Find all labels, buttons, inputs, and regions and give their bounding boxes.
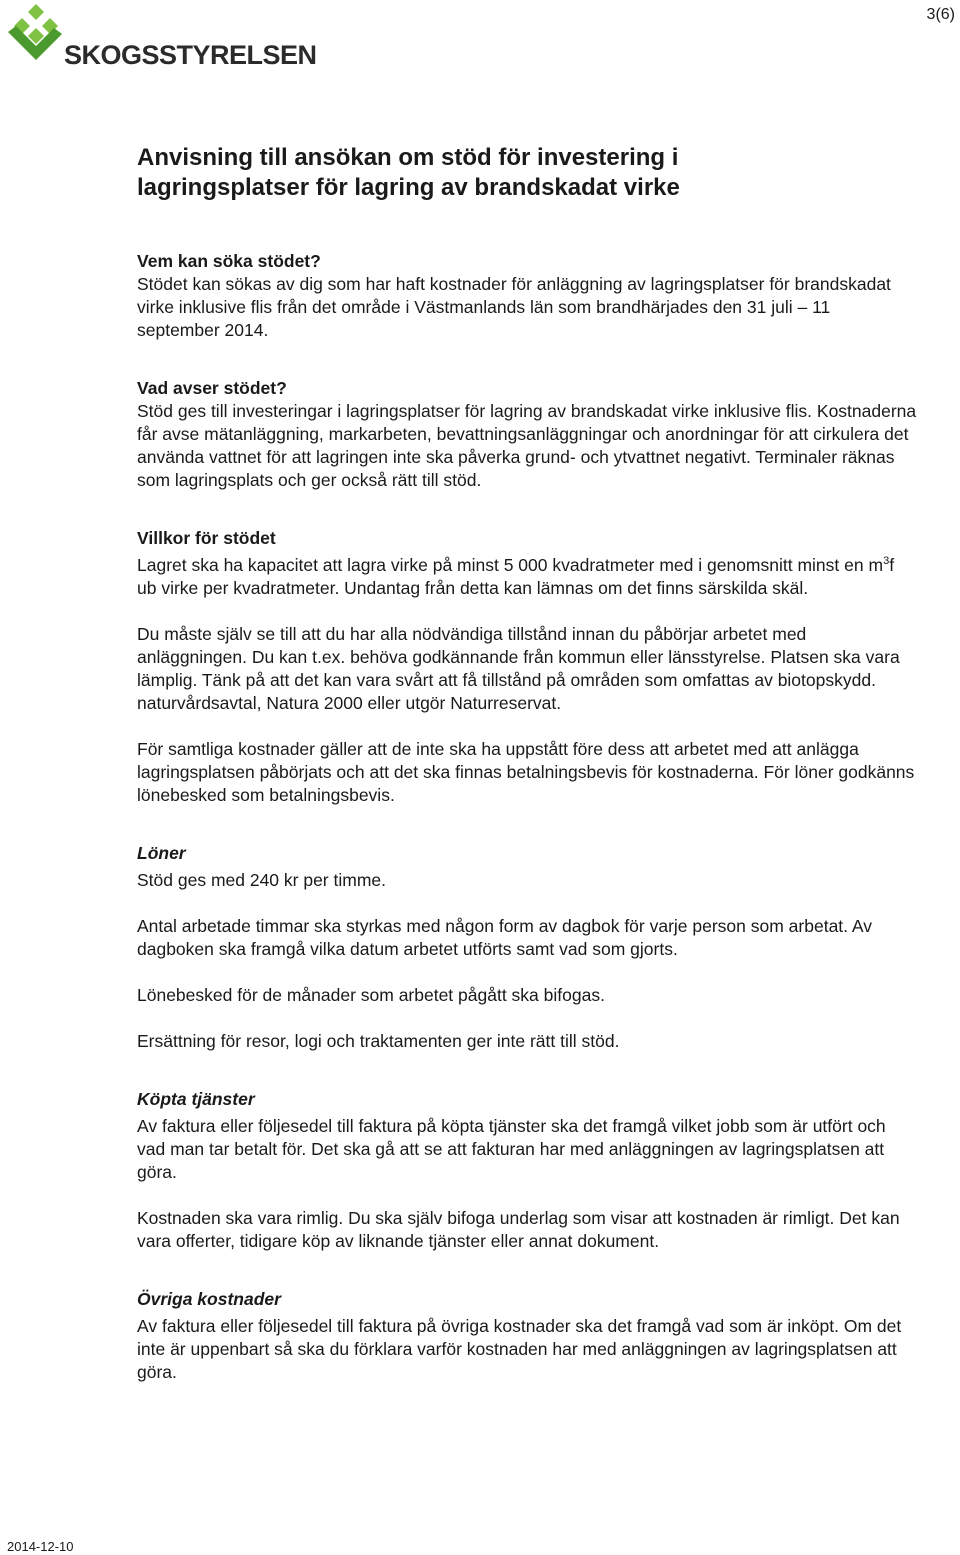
paragraph-invoice-services: Av faktura eller följesedel till faktura på köpta tjänster ska det framgå vilket jobb som är utfört och vad man tar betalt för. Det ska gå att se att fakturan har med anläggningen av lagringsplatsen att göra. (137, 1116, 886, 1182)
capacity-text-start: Lagret ska ha kapacitet att lagra virke på minst 5 000 kvadratmeter med i genomsnitt minst en m (137, 555, 884, 575)
heading-who-can-apply: Vem kan söka stödet? (137, 251, 321, 271)
logo-mark-icon (6, 2, 70, 68)
paragraph-salary-rate: Stöd ges med 240 kr per timme. (137, 870, 386, 890)
title-line-1: Anvisning till ansökan om stöd för investering i (137, 144, 679, 171)
page-number: 3(6) (926, 6, 955, 23)
paragraph-what-support-covers: Stöd ges till investeringar i lagringsplatser för lagring av brandskadat virke inklusive flis. Kostnaderna får avse mätanläggning, markarbeten, bevattningsanläggningar och anordningar för att cirkulera det använda vattnet för att lagringen inte ska påverka grund- och ytvattnet negativt. Terminaler räknas som lagringsplats och ger också rätt till stöd. (137, 401, 917, 490)
paragraph-capacity (137, 554, 917, 600)
heading-purchased-services: Köpta tjänster (137, 1089, 255, 1109)
paragraph-reasonable-cost: Kostnaden ska vara rimlig. Du ska själv bifoga underlag som visar att kostnaden är rimligt. Det kan vara offerter, tidigare köp av liknande tjänster eller annat dokument. (137, 1208, 900, 1251)
paragraph-travel-expenses: Ersättning för resor, logi och traktamenten ger inte rätt till stöd. (137, 1031, 620, 1051)
paragraph-who-can-apply: Stödet kan sökas av dig som har haft kostnader för anläggning av lagringsplatser för brandskadat virke inklusive flis från det område i Västmanlands län som brandhärjades den 31 juli – 11 september 2014. (137, 274, 891, 340)
paragraph-hours-diary: Antal arbetade timmar ska styrkas med någon form av dagbok för varje person som arbetat. Av dagboken ska framgå vilka datum arbetet utförts samt vad som gjorts. (137, 916, 873, 959)
paragraph-payslips: Lönebesked för de månader som arbetet pågått ska bifogas. (137, 985, 605, 1005)
heading-what-support-covers: Vad avser stödet? (137, 378, 287, 398)
heading-salaries: Löner (137, 843, 186, 863)
heading-other-costs: Övriga kostnader (137, 1289, 281, 1309)
skogsstyrelsen-logo (6, 2, 317, 74)
document-title (137, 143, 917, 203)
title-line-2: lagringsplatser för lagring av brandskadat virke (137, 174, 680, 201)
document-body (137, 143, 917, 1384)
paragraph-costs-timing: För samtliga kostnader gäller att de inte ska ha uppstått före dess att arbetet med att anlägga lagringsplatsen påbörjats och att det ska finnas betalningsbevis för kostnaderna. För löner godkänns lönebesked som betalningsbevis. (137, 739, 915, 805)
heading-conditions: Villkor för stödet (137, 528, 276, 548)
logo-wordmark: SKOGSSTYRELSEN (64, 40, 317, 70)
capacity-text-end: f ub virke per kvadratmeter. Undantag från detta kan lämnas om det finns särskilda skäl. (137, 555, 895, 598)
paragraph-permits: Du måste själv se till att du har alla nödvändiga tillstånd innan du påbörjar arbetet med anläggningen. Du kan t.ex. behöva godkännande från kommun eller länsstyrelse. Platsen ska vara lämplig. Tänk på att det kan vara svårt att få tillstånd på områden som omfattas av biotopskydd. naturvårdsavtal, Natura 2000 eller utgör Naturreservat. (137, 624, 900, 713)
superscript-three: 3 (883, 555, 890, 568)
footer-date: 2014-12-10 (7, 1539, 74, 1554)
paragraph-invoice-other: Av faktura eller följesedel till faktura på övriga kostnader ska det framgå vad som är inköpt. Om det inte är uppenbart så ska du förklara varför kostnaden har med anläggningen av lagringsplatsen att göra. (137, 1316, 902, 1382)
